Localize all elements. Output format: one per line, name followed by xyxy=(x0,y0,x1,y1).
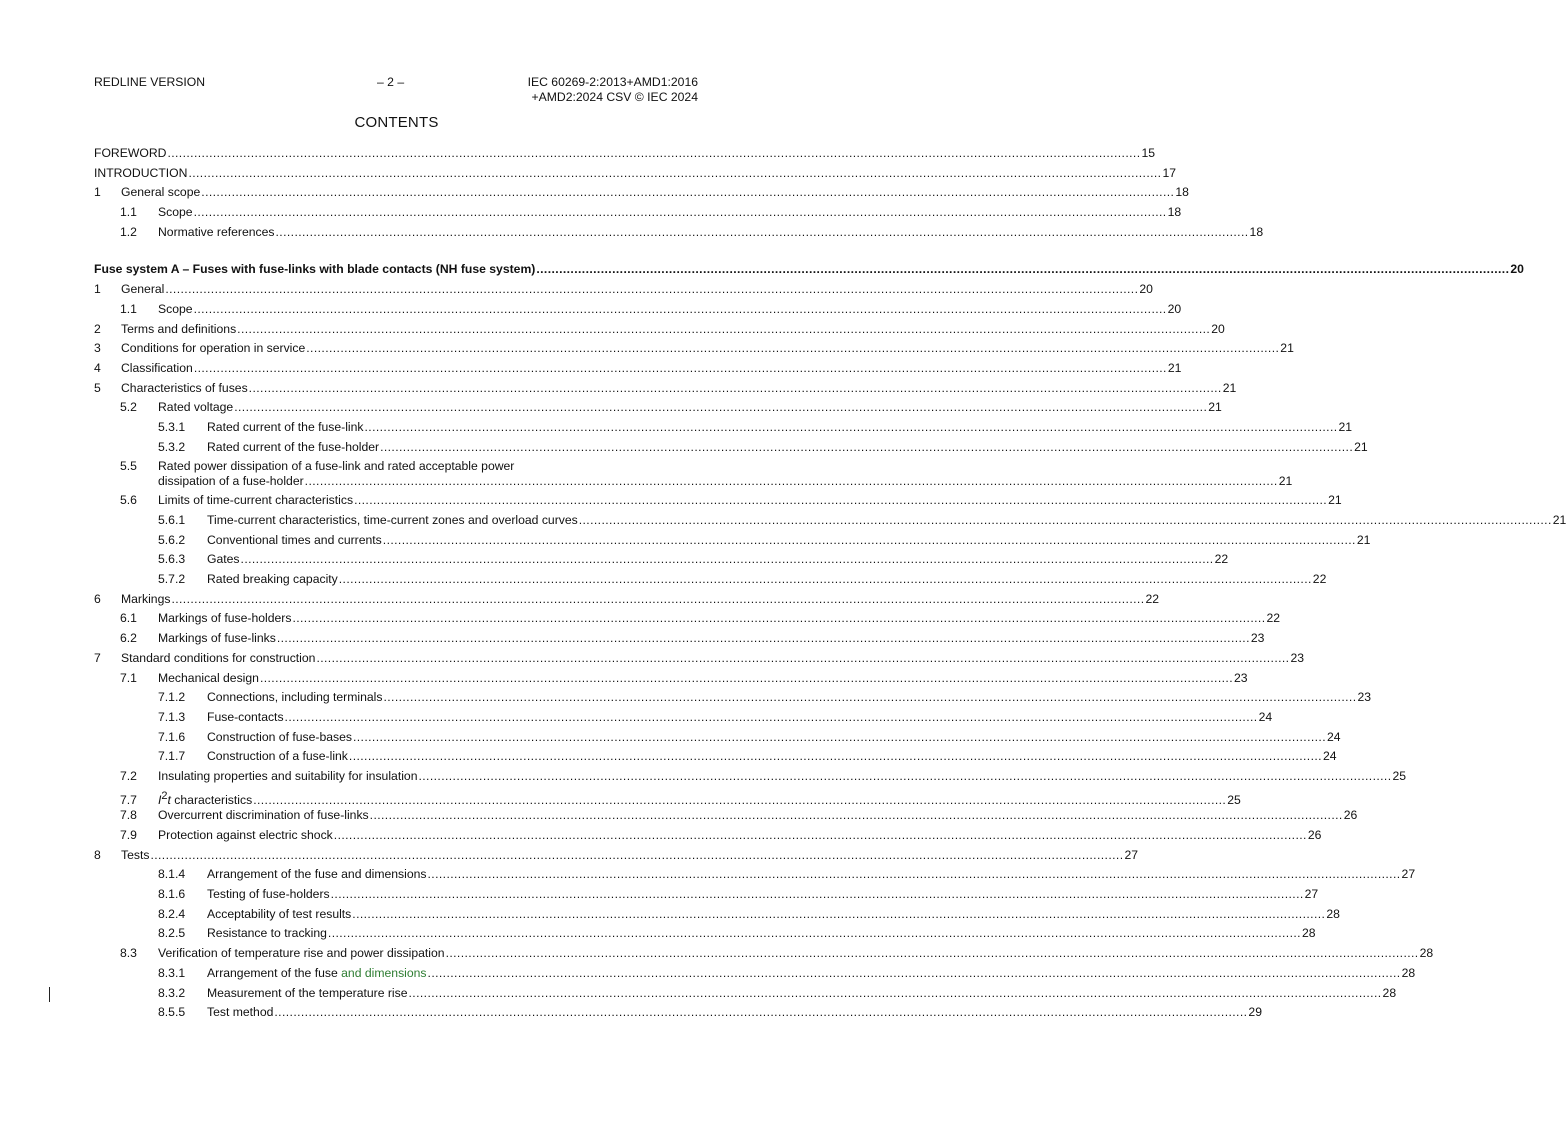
toc-page: 17 xyxy=(1162,165,1177,180)
toc-leader xyxy=(418,769,1391,784)
toc-number: 1 xyxy=(94,185,101,200)
toc-leader xyxy=(365,420,1338,435)
toc-page: 21 xyxy=(1278,474,1293,489)
toc-label: Fuse-contacts xyxy=(207,709,284,724)
header-version-label: REDLINE VERSION xyxy=(94,75,206,89)
toc-entry-6-1[interactable] xyxy=(94,611,1281,631)
toc-leader xyxy=(380,440,1353,455)
toc-page: 23 xyxy=(1357,690,1372,705)
toc-label: Acceptability of test results xyxy=(207,906,352,921)
toc-number: 2 xyxy=(94,321,101,336)
toc-page: 21 xyxy=(1356,532,1371,547)
toc-number: 8.3.2 xyxy=(158,985,186,1000)
toc-entry-8-3-1[interactable] xyxy=(94,965,1416,986)
toc-page: 26 xyxy=(1307,828,1322,842)
toc-number: 7.1 xyxy=(120,670,137,685)
toc-number: 8.3 xyxy=(120,946,137,961)
toc-entry-8-2-5[interactable] xyxy=(94,926,1316,946)
toc-page: 21 xyxy=(1338,419,1353,434)
toc-entry-1-1[interactable] xyxy=(94,301,1182,322)
toc-page: 28 xyxy=(1301,926,1316,941)
toc-page: 20 xyxy=(1167,301,1182,316)
toc-entry-5-2[interactable] xyxy=(94,400,1222,420)
toc-page: 28 xyxy=(1419,946,1434,961)
toc-label: Testing of fuse-holders xyxy=(207,887,330,902)
toc-entry-introduction[interactable] xyxy=(94,165,1177,186)
toc-leader xyxy=(383,690,1356,705)
toc-spacer xyxy=(94,244,698,262)
toc-entry-6[interactable] xyxy=(94,591,1160,612)
toc-entry-5-6-3[interactable] xyxy=(94,552,1229,572)
toc-number: 5.2 xyxy=(120,400,137,415)
toc-entry-7-8[interactable] xyxy=(94,808,1358,828)
toc-label: Connections, including terminals xyxy=(207,690,383,705)
toc-label-added-text: and dimensions xyxy=(337,965,427,980)
toc-page: 21 xyxy=(1552,513,1566,527)
toc-label-line2-row xyxy=(158,474,1292,489)
toc-label: Markings of fuse-links xyxy=(158,631,276,646)
toc-page: 21 xyxy=(1280,341,1294,356)
toc-number: 8 xyxy=(94,847,101,862)
toc-page: 22 xyxy=(1312,572,1327,587)
toc-number: 5 xyxy=(94,380,101,395)
toc-number: 8.2.5 xyxy=(158,926,186,941)
toc-entry-4[interactable] xyxy=(94,360,1182,381)
toc-leader xyxy=(305,474,1278,489)
toc-page: 28 xyxy=(1326,906,1340,921)
toc-page: 15 xyxy=(1141,146,1156,160)
toc-entry-5[interactable] xyxy=(94,380,1237,401)
toc-leader xyxy=(285,710,1258,725)
page-title: CONTENTS xyxy=(354,114,439,131)
toc-label: Rated voltage xyxy=(158,400,234,415)
toc-entry-7-1-6[interactable] xyxy=(94,729,1341,750)
toc-leader xyxy=(428,867,1401,882)
toc-leader xyxy=(171,592,1144,607)
toc-number: 5.6 xyxy=(120,493,137,508)
toc-page: 26 xyxy=(1343,808,1358,823)
toc-page: 23 xyxy=(1290,650,1305,665)
toc-entry-7-1-3[interactable] xyxy=(94,709,1273,730)
toc-entry-general-scope[interactable] xyxy=(94,185,1189,205)
toc-entry-general-scope-1-2[interactable] xyxy=(94,224,1264,245)
toc-page: 28 xyxy=(1382,985,1397,1000)
toc-number: 7.1.3 xyxy=(158,709,186,724)
toc-label-text: Arrangement of the fuse xyxy=(207,965,338,980)
toc-number: 1.2 xyxy=(120,224,137,239)
toc-number: 6 xyxy=(94,591,101,606)
toc-number: 5.6.3 xyxy=(158,552,186,567)
toc-page: 20 xyxy=(1510,262,1524,277)
toc-page: 20 xyxy=(1211,321,1225,336)
toc-leader xyxy=(253,793,1226,808)
toc-entry-6-2[interactable] xyxy=(94,631,1265,651)
toc-label: Standard conditions for construction xyxy=(121,650,316,665)
toc-label: General xyxy=(121,282,165,297)
toc-page: 29 xyxy=(1248,1005,1262,1020)
toc-page: 20 xyxy=(1139,282,1153,297)
toc-page: 27 xyxy=(1124,847,1139,862)
toc-label: Normative references xyxy=(158,224,275,239)
toc-label-line1: Rated power dissipation of a fuse-link and rated acceptable power xyxy=(158,459,515,474)
toc-number: 6.2 xyxy=(120,631,137,646)
toc-leader xyxy=(446,946,1419,961)
toc-entry-5-5[interactable] xyxy=(94,459,1293,493)
toc-page: 23 xyxy=(1233,670,1248,685)
toc-label: Mechanical design xyxy=(158,670,259,685)
toc-entry-1[interactable] xyxy=(94,282,1153,302)
toc-number: 7.9 xyxy=(120,828,137,842)
toc-label: Arrangement of the fuse and dimensions xyxy=(207,867,427,882)
toc-entry-8-3-2[interactable] xyxy=(94,985,1397,1006)
toc-number: 6.1 xyxy=(120,611,137,626)
toc-entry-foreword[interactable] xyxy=(94,146,1156,166)
toc-number: 8.1.6 xyxy=(158,887,186,902)
toc-number: 1 xyxy=(94,282,101,297)
toc-label: Time-current characteristics, time-current zones and overload curves xyxy=(207,513,578,527)
toc-leader xyxy=(331,887,1304,902)
toc-label: Markings xyxy=(121,591,171,606)
toc-number: 7.1.6 xyxy=(158,729,186,744)
toc-page: 21 xyxy=(1222,380,1237,395)
toc-page: 25 xyxy=(1227,792,1241,807)
toc-label: Resistance to tracking xyxy=(207,926,327,941)
toc-label: Classification xyxy=(121,360,193,375)
toc-entry-fuse-system-a[interactable] xyxy=(94,262,1524,282)
toc-leader xyxy=(306,341,1279,356)
change-bar xyxy=(49,987,50,1002)
toc-number: 5.3.1 xyxy=(158,419,186,434)
toc-entry-7-7[interactable] xyxy=(94,789,1241,809)
toc-number: 4 xyxy=(94,360,101,375)
toc-label: FOREWORD xyxy=(94,146,167,160)
toc-leader xyxy=(334,828,1307,843)
toc-leader xyxy=(165,282,1138,297)
toc-label: Gates xyxy=(207,552,240,567)
toc-number: 3 xyxy=(94,341,101,356)
toc-number: 5.6.2 xyxy=(158,532,186,547)
toc-entry-5-7-2[interactable] xyxy=(94,572,1327,592)
toc-label: Test method xyxy=(207,1005,274,1020)
toc-leader xyxy=(352,907,1325,922)
toc-leader xyxy=(276,225,1249,240)
toc-leader xyxy=(194,302,1167,317)
toc-page: 21 xyxy=(1328,493,1342,508)
toc-entry-5-3-1[interactable] xyxy=(94,419,1353,440)
toc-label: INTRODUCTION xyxy=(94,165,188,180)
toc-leader xyxy=(237,322,1210,337)
toc-label: Rated current of the fuse-holder xyxy=(207,439,380,454)
toc-leader xyxy=(234,400,1207,415)
toc-entry-5-6[interactable] xyxy=(94,493,1342,513)
toc-leader xyxy=(316,651,1289,666)
toc-multiline-label xyxy=(158,459,1292,489)
toc-page: 28 xyxy=(1401,965,1416,980)
toc-number: 8.5.5 xyxy=(158,1005,186,1020)
toc-leader xyxy=(579,513,1552,528)
toc-number: 5.3.2 xyxy=(158,439,186,454)
toc-entry-7-2[interactable] xyxy=(94,768,1407,789)
toc-leader xyxy=(536,262,1509,277)
toc-page: 21 xyxy=(1208,400,1222,415)
toc-number: 7.7 xyxy=(120,792,137,807)
toc-label: Conventional times and currents xyxy=(207,532,382,547)
toc-entry-5-6-1[interactable] xyxy=(94,513,1566,533)
toc-label: Measurement of the temperature rise xyxy=(207,985,408,1000)
toc-label: Protection against electric shock xyxy=(158,828,333,842)
toc-label: Scope xyxy=(158,205,193,220)
toc-label: Rated current of the fuse-link xyxy=(207,419,364,434)
toc-entry-7-9[interactable] xyxy=(94,828,1322,848)
toc-label: Conditions for operation in service xyxy=(121,341,306,356)
toc-leader xyxy=(249,381,1222,396)
toc-label: Construction of a fuse-link xyxy=(207,749,348,764)
toc-entry-7[interactable] xyxy=(94,650,1305,671)
toc-entry-7-1[interactable] xyxy=(94,670,1248,691)
toc-leader xyxy=(292,611,1265,626)
toc-entry-8-2-4[interactable] xyxy=(94,906,1340,927)
toc-number: 7.8 xyxy=(120,808,137,823)
toc-page: 25 xyxy=(1392,768,1407,783)
toc-number: 1.1 xyxy=(120,205,137,220)
toc-label: Fuse system A – Fuses with fuse-links with blade contacts (NH fuse system) xyxy=(94,262,536,277)
page-header xyxy=(94,75,698,109)
toc-label: Rated breaking capacity xyxy=(207,572,338,587)
header-standard-id xyxy=(528,75,698,105)
toc-label: Markings of fuse-holders xyxy=(158,611,292,626)
toc-leader xyxy=(383,533,1356,548)
toc-leader xyxy=(201,185,1174,200)
toc-leader xyxy=(167,146,1140,161)
toc-symbol-sup: 2 xyxy=(161,789,168,802)
toc-label: Verification of temperature rise and power dissipation xyxy=(158,946,445,961)
toc-page: 23 xyxy=(1250,631,1265,646)
toc-page: 27 xyxy=(1304,887,1319,902)
toc-number: 7.2 xyxy=(120,768,137,783)
toc-number: 7.1.7 xyxy=(158,749,186,764)
toc-number: 7 xyxy=(94,650,101,665)
header-page-number: – 2 – xyxy=(377,75,405,89)
toc-entry-8-5-5[interactable] xyxy=(94,1005,1262,1025)
header-standard-line1: IEC 60269-2:2013+AMD1:2016 xyxy=(527,75,698,89)
toc-label: Limits of time-current characteristics xyxy=(158,493,354,508)
toc-leader xyxy=(150,848,1123,863)
toc-label: Tests xyxy=(121,847,150,862)
toc-symbol-t: t xyxy=(167,792,171,807)
toc-page: 22 xyxy=(1266,611,1281,626)
toc-leader xyxy=(260,671,1233,686)
toc-leader xyxy=(428,966,1401,981)
toc-leader xyxy=(370,808,1343,823)
toc-number: 7.1.2 xyxy=(158,690,186,705)
table-of-contents xyxy=(94,146,1566,1025)
toc-number: 8.1.4 xyxy=(158,867,186,882)
toc-leader xyxy=(328,926,1301,941)
toc-leader xyxy=(277,631,1250,646)
toc-page: 22 xyxy=(1214,552,1229,567)
toc-leader xyxy=(274,1005,1247,1020)
toc-number: 8.2.4 xyxy=(158,906,186,921)
toc-label: Insulating properties and suitability for insulation xyxy=(158,768,418,783)
toc-leader xyxy=(349,749,1322,764)
toc-entry-5-6-2[interactable] xyxy=(94,532,1371,553)
toc-entry-7-1-7[interactable] xyxy=(94,749,1337,769)
toc-entry-8-1-4[interactable] xyxy=(94,867,1416,887)
toc-page: 24 xyxy=(1258,709,1273,724)
toc-label: Terms and definitions xyxy=(121,321,237,336)
toc-entry-7-1-2[interactable] xyxy=(94,690,1372,710)
toc-leader xyxy=(354,493,1327,508)
toc-leader xyxy=(194,205,1167,220)
toc-label: Overcurrent discrimination of fuse-links xyxy=(158,808,369,823)
toc-entry-2[interactable] xyxy=(94,321,1225,342)
toc-entry-general-scope-1-1[interactable] xyxy=(94,205,1182,225)
toc-entry-3[interactable] xyxy=(94,341,1294,361)
toc-label-rest: characteristics xyxy=(170,792,253,807)
toc-entry-8-1-6[interactable] xyxy=(94,887,1319,907)
toc-number: 5.7.2 xyxy=(158,572,186,587)
toc-leader xyxy=(409,986,1382,1001)
toc-entry-5-3-2[interactable] xyxy=(94,439,1368,460)
toc-page: 21 xyxy=(1167,360,1182,375)
toc-page: 24 xyxy=(1322,749,1337,764)
toc-leader xyxy=(241,552,1214,567)
toc-leader xyxy=(339,572,1312,587)
toc-label: Construction of fuse-bases xyxy=(207,729,352,744)
toc-page: 22 xyxy=(1145,591,1160,606)
toc-page: 21 xyxy=(1354,439,1368,454)
toc-page: 18 xyxy=(1249,224,1264,239)
toc-leader xyxy=(194,361,1167,376)
toc-symbol-i: I xyxy=(158,792,162,807)
toc-leader xyxy=(353,730,1326,745)
toc-number: 5.6.1 xyxy=(158,513,186,527)
toc-page: 24 xyxy=(1327,729,1341,744)
toc-label xyxy=(207,966,427,981)
toc-page: 18 xyxy=(1175,185,1189,200)
toc-label xyxy=(158,789,252,808)
header-standard-line2: +AMD2:2024 CSV © IEC 2024 xyxy=(531,90,698,104)
toc-label: General scope xyxy=(121,185,201,200)
toc-page: 27 xyxy=(1401,867,1416,882)
toc-number: 8.3.1 xyxy=(158,965,186,980)
toc-entry-8[interactable] xyxy=(94,847,1139,868)
toc-number: 1.1 xyxy=(120,301,137,316)
toc-number: 5.5 xyxy=(120,459,137,474)
toc-label-line2: dissipation of a fuse-holder xyxy=(158,474,304,489)
toc-page: 18 xyxy=(1167,205,1182,220)
toc-entry-8-3[interactable] xyxy=(94,946,1434,966)
toc-label: Characteristics of fuses xyxy=(121,380,248,395)
toc-leader xyxy=(188,166,1161,181)
toc-label: Scope xyxy=(158,301,193,316)
